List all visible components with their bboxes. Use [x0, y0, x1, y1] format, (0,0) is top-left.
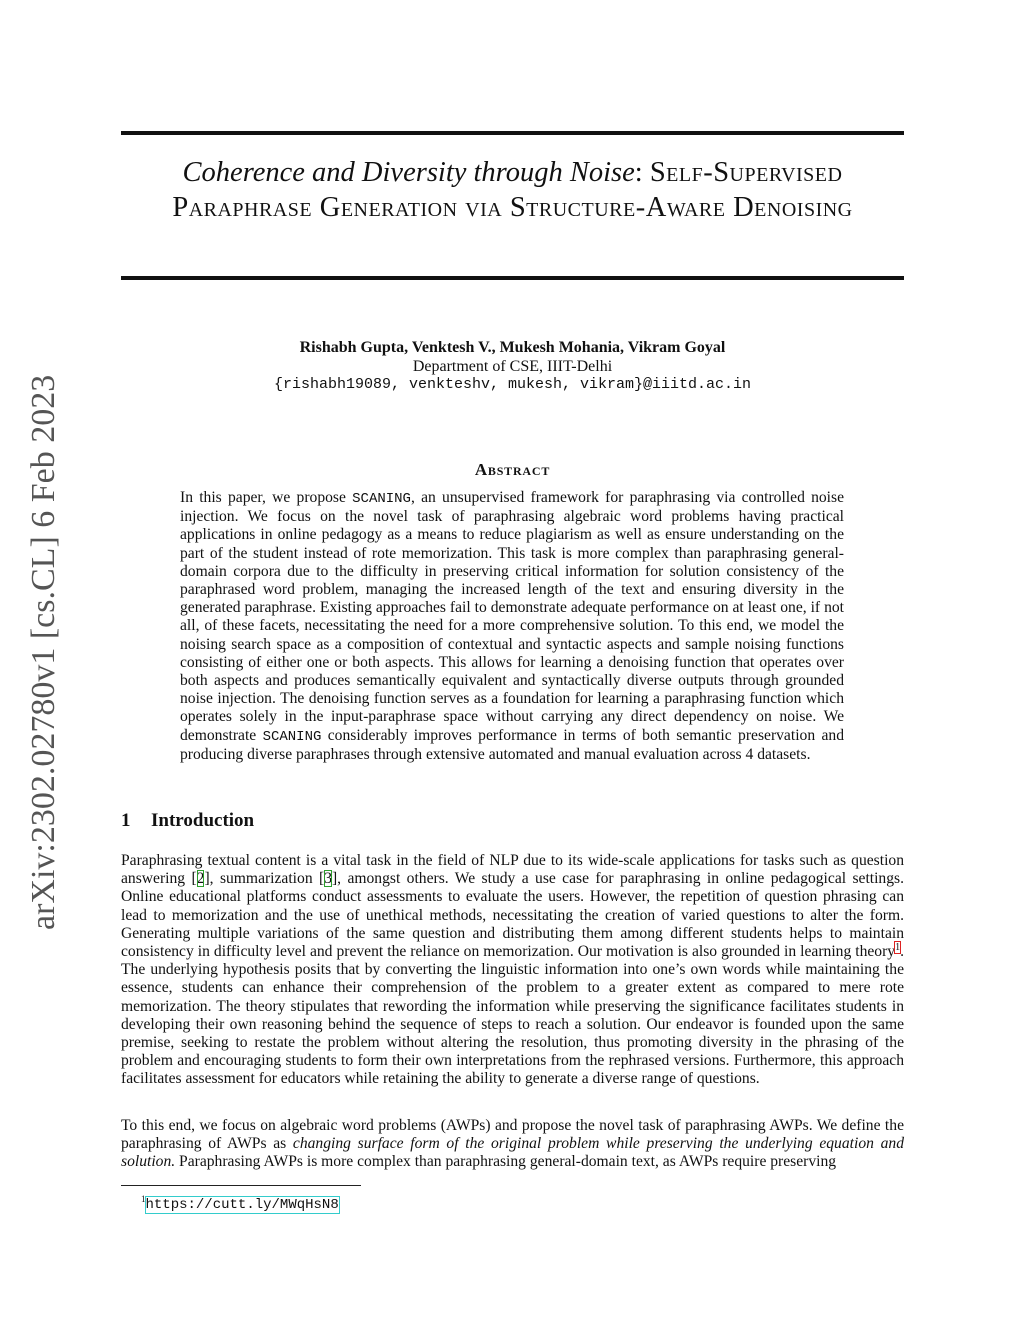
author-emails: {rishabh19089, venkteshv, mukesh, vikram}@iiitd.ac.in [273, 376, 752, 393]
footnote-number: 1 [141, 1194, 146, 1204]
text-run: ], amongst others. We study a use case for paraphrasing in online pedagogical settings. Online educational platforms conduct assessments to evaluate the users. However, the repetition of question phrasing can lead to memorization and the use of unethical methods, necessitating the creation of varied questions to alter the form. Generating multiple variations of the same question and distributing them among different students helps to maintain consistency in difficulty level and prevent the reliance on memorization. Our motivation is also grounded in learning theory [121, 870, 904, 961]
intro-paragraph-2 [121, 1117, 904, 1172]
section-number: 1 [121, 810, 131, 831]
author-affiliation: Department of CSE, IIIT-Delhi [412, 357, 613, 375]
abstract-text [180, 489, 844, 764]
abstract-part-3: considerably improves performance in terms of both semantic preservation and producing diverse paraphrases through extensive automated and manual evaluation across 4 datasets. [180, 726, 844, 763]
paper-title [121, 155, 904, 225]
title-smallcaps-part: Self-Supervised Paraphrase Generation via Structure-Aware Denoising [172, 157, 853, 223]
citation-link[interactable]: 3 [324, 870, 332, 888]
title-bottom-rule [121, 276, 904, 280]
arxiv-identifier-stamp: arXiv:2302.02780v1 [cs.CL] 6 Feb 2023 [25, 374, 62, 930]
footnote-url-link[interactable]: https://cutt.ly/MWqHsN8 [145, 1196, 339, 1213]
abstract-heading: Abstract [474, 460, 551, 479]
text-run: Paraphrasing textual content is a vital task in the field of NLP due to its wide-scale applications for tasks such as question answering [ [121, 852, 904, 888]
author-block [121, 339, 904, 395]
section-heading-introduction [121, 810, 254, 832]
citation-link[interactable]: 2 [196, 870, 205, 888]
section-title: Introduction [151, 810, 255, 831]
intro-paragraph-1 [121, 852, 904, 1089]
footnote [141, 1190, 339, 1214]
scaning-name: SCANING [262, 728, 322, 745]
footnote-marker-link[interactable]: 1 [895, 941, 901, 953]
italic-definition: changing surface form of the original problem while preserving the underlying equation and solution. [121, 1135, 904, 1171]
author-names: Rishabh Gupta, Venktesh V., Mukesh Mohania, Vikram Goyal [299, 339, 726, 356]
abstract-part-2: , an unsupervised framework for paraphrasing via controlled noise injection. We focus on the novel task of paraphrasing algebraic word problems having practical applications in online pedagogy as a means to reduce plagiarism as well as ensure understanding on the part of the student instead of rote memorization. This task is more complex than paraphrasing general-domain corpora due to the difficulty in preserving critical information for solution consistency of the paraphrased word problem, managing the increased length of the text and ensuring diversity in the generated paraphrase. Existing approaches fail to demonstrate adequate performance on at least one, if not all, of these facets, necessitating the need for a more comprehensive solution. To this end, we model the noising search space as a composition of contextual and syntactic aspects and sample noising functions consisting of either one or both aspects. This allows for learning a denoising function that operates over both aspects and produces semantically equivalent and syntactically diverse outputs through grounded noise injection. The denoising function serves as a foundation for learning a paraphrasing function which operates solely in the input-paraphrase space without carrying any direct dependency on noise. We demonstrate [180, 489, 845, 744]
text-run: ], summarization [ [204, 870, 325, 888]
scaning-name: SCANING [352, 491, 411, 507]
footnote-rule [121, 1185, 361, 1186]
text-run: . The underlying hypothesis posits that by converting the linguistic information into one’s own words while maintaining the essence, students can enhance their comprehension of the problem to a greater extent as compared to mere rote memorization. The theory stipulates that rewording the information while preserving the significance facilitates students in developing their own reasoning behind the sequence of steps to reach a solution. Our endeavor is founded upon the same premise, seeking to restate the problem without altering the resolution, thus promoting diversity in the phrasing of the problem and encouraging students to form their own interpretations from the rephrased versions. Furthermore, this approach facilitates assessment for educators while retaining the ability to generate a diverse range of questions. [121, 943, 904, 1088]
title-italic-part: Coherence and Diversity through Noise [182, 157, 635, 188]
text-run: To this end, we focus on algebraic word problems (AWPs) and propose the novel task of paraphrasing AWPs. We define the paraphrasing of AWPs as [121, 1117, 904, 1153]
title-top-rule [121, 131, 904, 135]
abstract-part-1: In this paper, we propose [180, 489, 353, 506]
text-run: Paraphrasing AWPs is more complex than paraphrasing general-domain text, as AWPs require preserving [175, 1153, 837, 1171]
title-colon: : [634, 157, 650, 188]
